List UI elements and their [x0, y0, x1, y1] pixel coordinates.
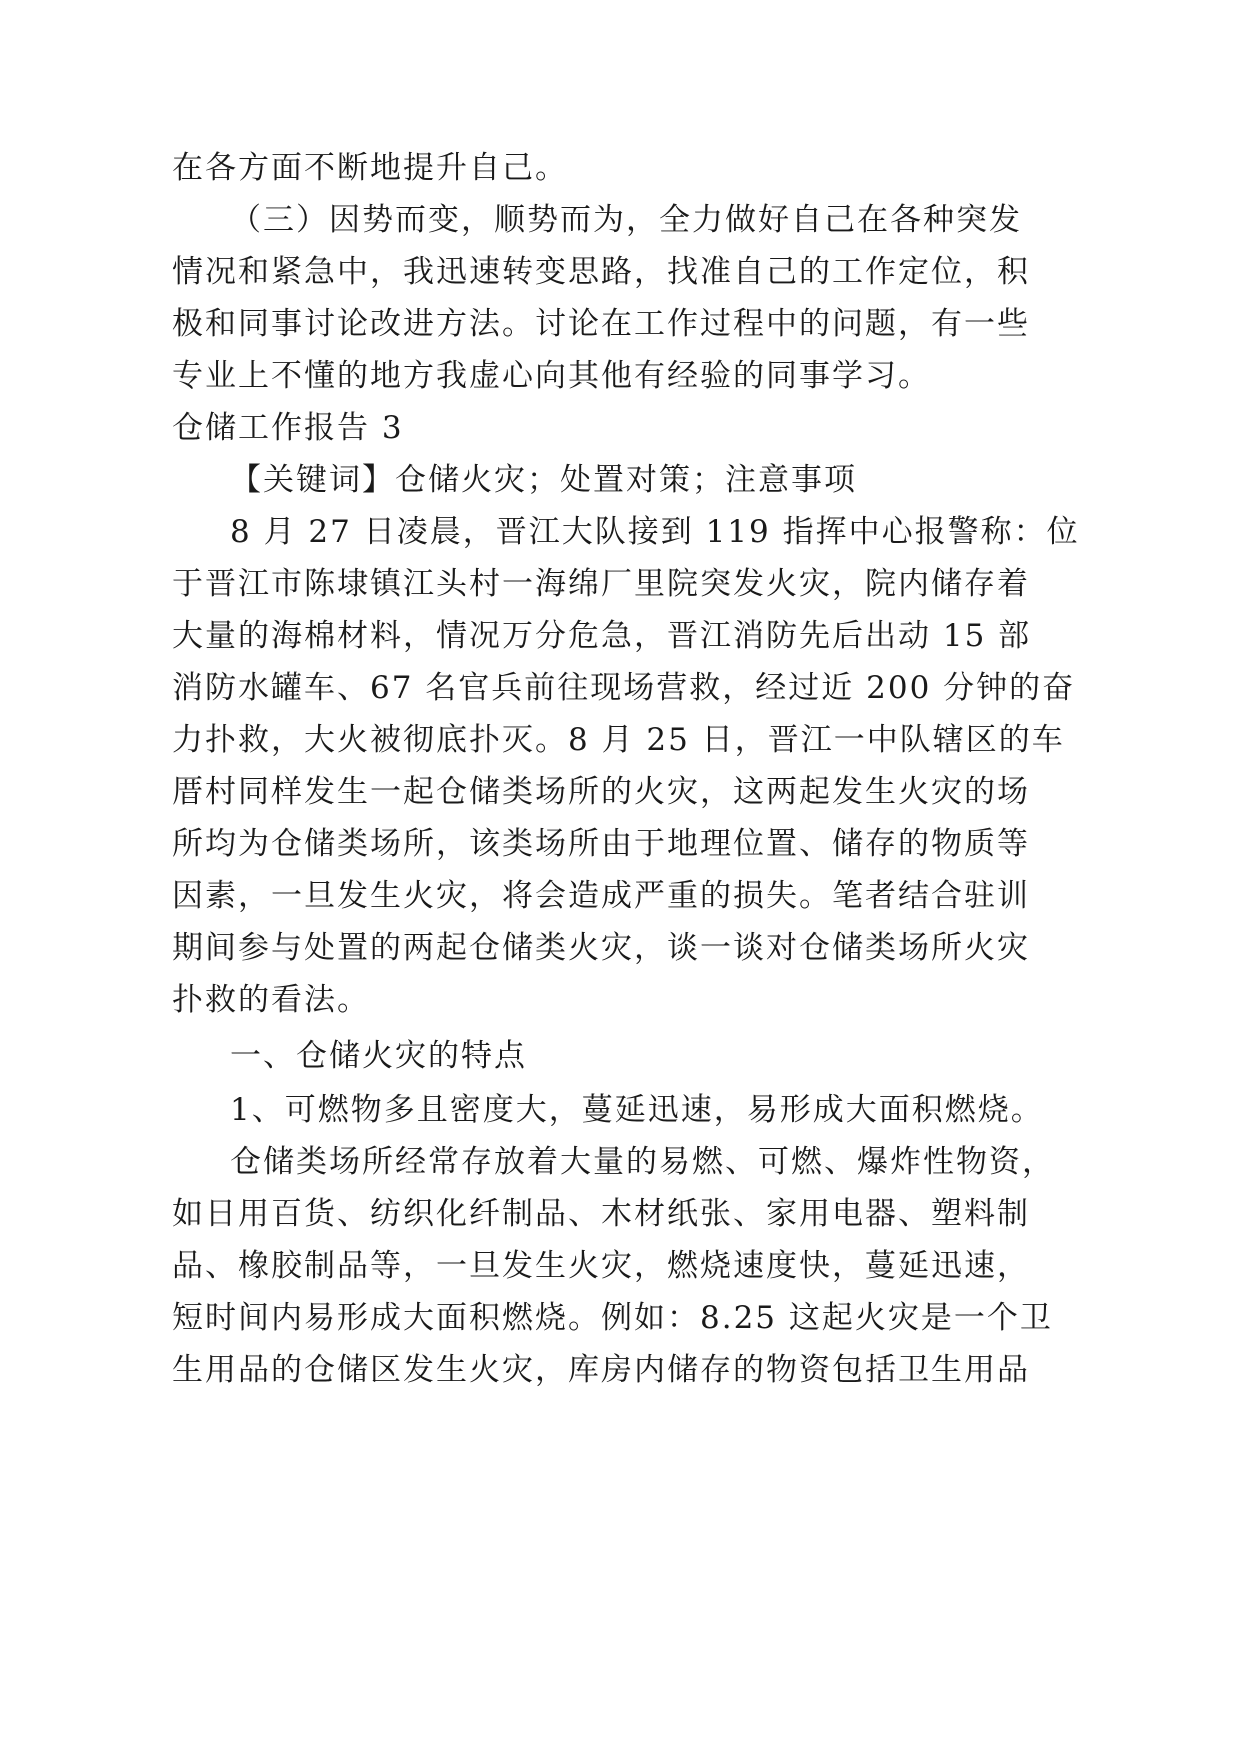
text-line: 期间参与处置的两起仓储类火灾，谈一谈对仓储类场所火灾: [172, 930, 1030, 966]
text-line: 大量的海棉材料，情况万分危急，晋江消防先后出动 15 部: [172, 618, 1032, 654]
text-line: 1、可燃物多且密度大，蔓延迅速，易形成大面积燃烧。: [230, 1092, 1044, 1128]
text-line: 情况和紧急中，我迅速转变思路，找准自己的工作定位，积: [172, 254, 1030, 290]
subsection-heading: 一、仓储火灾的特点: [230, 1038, 527, 1074]
section-title: 仓储工作报告 3: [172, 410, 404, 446]
text-line: 扑救的看法。: [172, 982, 370, 1018]
text-line: 仓储类场所经常存放着大量的易燃、可燃、爆炸性物资，: [230, 1144, 1055, 1180]
text-line: 所均为仓储类场所，该类场所由于地理位置、储存的物质等: [172, 826, 1030, 862]
text-line: （三）因势而变，顺势而为，全力做好自己在各种突发: [230, 202, 1022, 238]
text-line: 如日用百货、纺织化纤制品、木材纸张、家用电器、塑料制: [172, 1196, 1030, 1232]
text-line: 在各方面不断地提升自己。: [172, 150, 568, 186]
text-line: 消防水罐车、67 名官兵前往现场营救，经过近 200 分钟的奋: [172, 670, 1076, 706]
text-line: 极和同事讨论改进方法。讨论在工作过程中的问题，有一些: [172, 306, 1030, 342]
text-line: 力扑救，大火被彻底扑灭。8 月 25 日，晋江一中队辖区的车: [172, 722, 1065, 758]
text-line: 专业上不懂的地方我虚心向其他有经验的同事学习。: [172, 358, 931, 394]
text-line: 短时间内易形成大面积燃烧。例如：8.25 这起火灾是一个卫: [172, 1300, 1053, 1336]
text-line: 品、橡胶制品等，一旦发生火灾，燃烧速度快，蔓延迅速，: [172, 1248, 1030, 1284]
text-line: 厝村同样发生一起仓储类场所的火灾，这两起发生火灾的场: [172, 774, 1030, 810]
text-line: 生用品的仓储区发生火灾，库房内储存的物资包括卫生用品: [172, 1352, 1030, 1388]
keywords-line: 【关键词】仓储火灾；处置对策；注意事项: [230, 462, 857, 498]
text-line: 因素，一旦发生火灾，将会造成严重的损失。笔者结合驻训: [172, 878, 1030, 914]
text-line: 于晋江市陈埭镇江头村一海绵厂里院突发火灾，院内储存着: [172, 566, 1030, 602]
text-line: 8 月 27 日凌晨，晋江大队接到 119 指挥中心报警称：位: [230, 514, 1080, 550]
